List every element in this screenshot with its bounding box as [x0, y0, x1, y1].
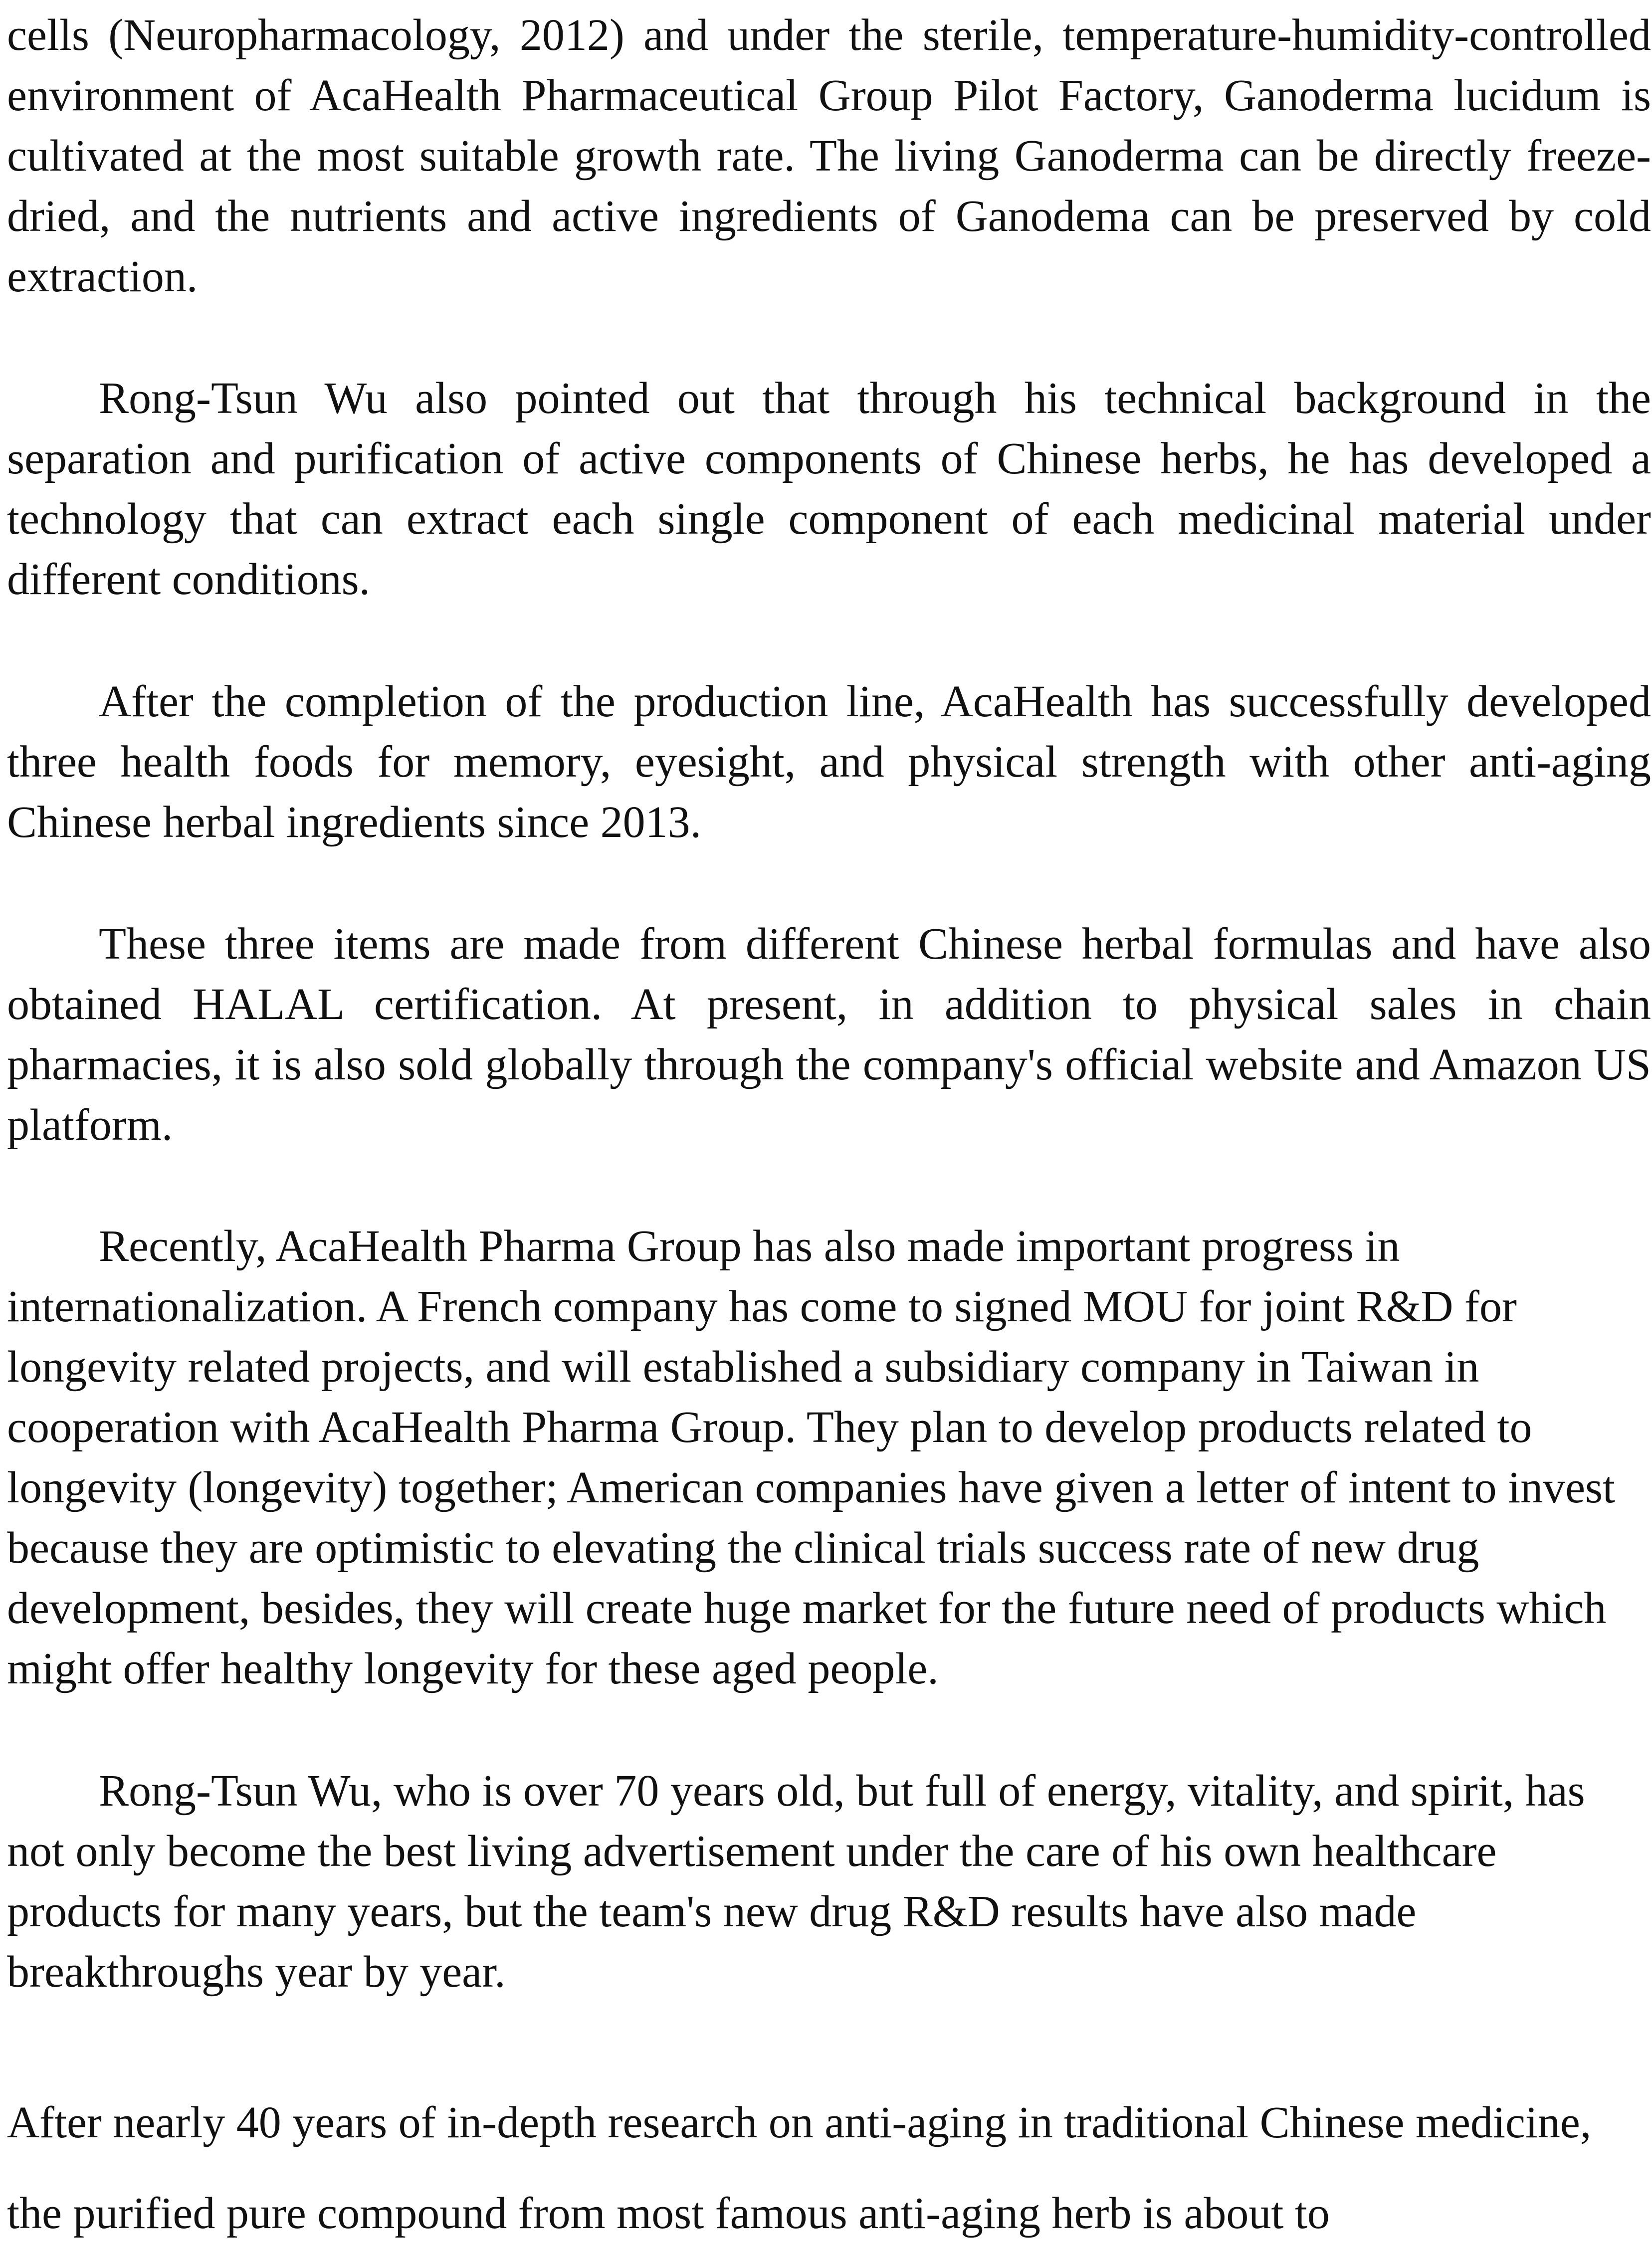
paragraph-anti-aging-research: After nearly 40 years of in-depth research on anti-aging in traditional Chinese medicine, the purified pure compound from most famous anti-aging herb is about to [7, 2098, 1592, 2238]
paragraph-health-foods: After the completion of the production line, AcaHealth has successfully developed three health foods for memory, eyesight, and physical strength with other anti-aging Chinese herbal ingredients since 2013. [7, 677, 1651, 847]
paragraph-internationalization: Recently, AcaHealth Pharma Group has also made important progress in internationalization. A French company has come to signed MOU for joint R&D for longevity related projects, and will established a subsidiary company in Taiwan in cooperation with AcaHealth Pharma Group. They plan to develop products related to longevity (longevity) together; American companies have given a letter of intent to invest because they are optimistic to elevating the clinical trials success rate of new drug development, besides, they will create huge market for the future need of products which might offer healthy longevity for these aged people. [7, 1222, 1616, 1693]
document-page [7, 0, 1651, 2245]
paragraph-rong-tsun-wu: Rong-Tsun Wu, who is over 70 years old, but full of energy, vitality, and spirit, has not only become the best living advertisement under the care of his own healthcare products for many years, but the team's new drug R&D results have also made breakthroughs year by year. [7, 1766, 1585, 1997]
paragraph-ganoderma-cultivation: cells (Neuropharmacology, 2012) and under the sterile, temperature-humidity-controlled environment of AcaHealth Pharmaceutical Group Pilot Factory, Ganoderma lucidum is cultivated at the most suitable growth rate. The living Ganoderma can be directly freeze-dried, and the nutrients and active ingredients of Ganodema can be preserved by cold extraction. [7, 10, 1651, 301]
paragraph-extraction-technology: Rong-Tsun Wu also pointed out that through his technical background in the separation and purification of active components of Chinese herbs, he has developed a technology that can extract each single component of each medicinal material under different conditions. [7, 374, 1651, 604]
paragraph-halal-sales: These three items are made from different Chinese herbal formulas and have also obtained HALAL certification. At present, in addition to physical sales in chain pharmacies, it is also sold globally through the company's official website and Amazon US platform. [7, 919, 1651, 1150]
